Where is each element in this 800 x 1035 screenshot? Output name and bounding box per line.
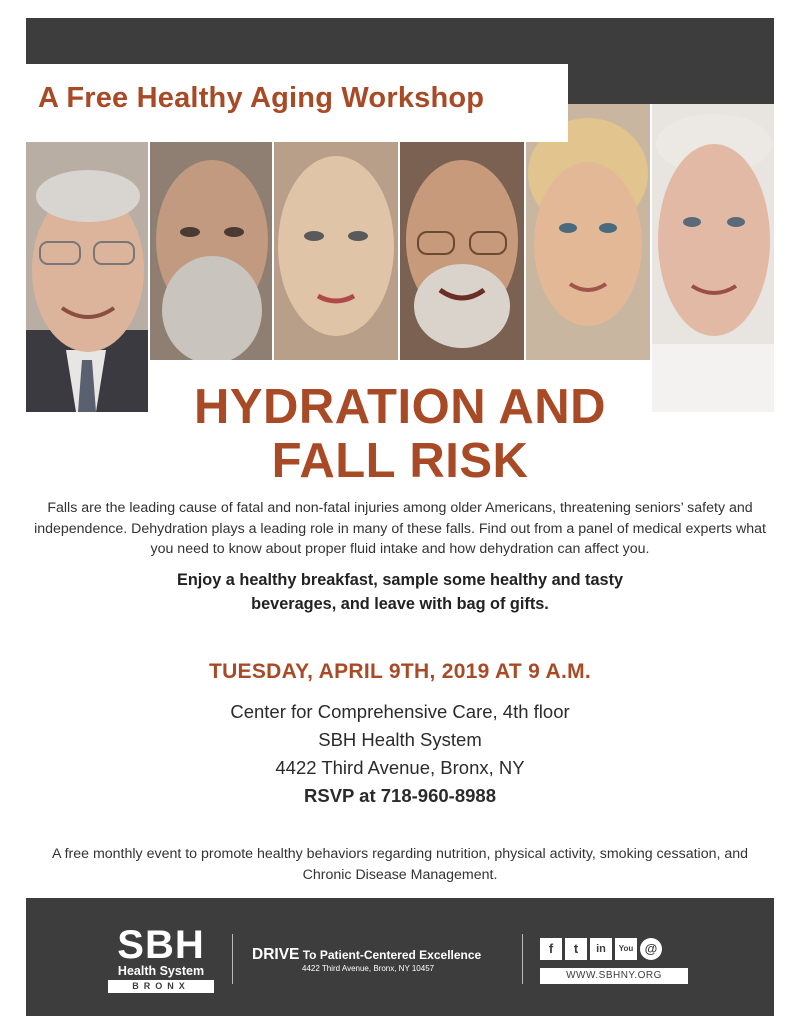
linkedin-icon[interactable]: in [590, 938, 612, 960]
portrait-photo-3 [274, 140, 398, 360]
event-organization: SBH Health System [318, 729, 482, 750]
event-date: TUESDAY, APRIL 9TH, 2019 AT 9 A.M. [208, 660, 592, 683]
sbh-logo: SBH [117, 923, 205, 967]
offer-line-1: Enjoy a healthy breakfast, sample some healthy and tasty [176, 571, 624, 589]
offer-text [120, 568, 680, 616]
event-venue: Center for Comprehensive Care, 4th floor [230, 701, 570, 722]
event-address: 4422 Third Avenue, Bronx, NY [275, 757, 525, 778]
sbh-logo-subtitle: Health System [117, 964, 205, 978]
drive-tagline [252, 946, 481, 964]
youtube-icon[interactable]: You [615, 938, 637, 960]
portrait-photo-4 [400, 140, 524, 360]
footer-note: A free monthly event to promote healthy behaviors regarding nutrition, physical activity, smoking cessation, and Chronic Disease Management. [51, 846, 749, 883]
portrait-photo-1 [26, 140, 148, 412]
portrait-photo-2 [150, 140, 272, 360]
workshop-title: A Free Healthy Aging Workshop [38, 82, 485, 114]
portrait-photo-5 [526, 104, 650, 360]
drive-rest: To Patient-Centered Excellence [299, 948, 482, 962]
title-banner [26, 64, 568, 142]
headline-line-1: HYDRATION AND [193, 380, 607, 434]
twitter-icon[interactable]: t [565, 938, 587, 960]
footer-bar [26, 898, 774, 1016]
footer-divider-2 [522, 934, 523, 984]
portrait-photo-6 [652, 104, 774, 412]
drive-address: 4422 Third Avenue, Bronx, NY 10457 [302, 964, 435, 973]
drive-word: DRIVE [252, 946, 300, 963]
headline-line-2: FALL RISK [271, 434, 529, 488]
rsvp-phone[interactable]: RSVP at 718-960-8988 [304, 785, 496, 806]
website-link[interactable]: WWW.SBHNY.ORG [540, 968, 688, 984]
sbh-logo-bronx: BRONX [108, 980, 214, 993]
intro-paragraph: Falls are the leading cause of fatal and non-fatal injuries among older Americans, threatening seniors’ safety and independence. Dehydration plays a leading role in many of these falls. Find out from a panel of medical experts what you need to know about proper fluid intake and how dehydration can affect you. [34, 500, 766, 557]
offer-line-2: beverages, and leave with bag of gifts. [251, 595, 549, 613]
facebook-icon[interactable]: f [540, 938, 562, 960]
community-icon[interactable]: @ [640, 938, 662, 960]
footer-divider-1 [232, 934, 233, 984]
